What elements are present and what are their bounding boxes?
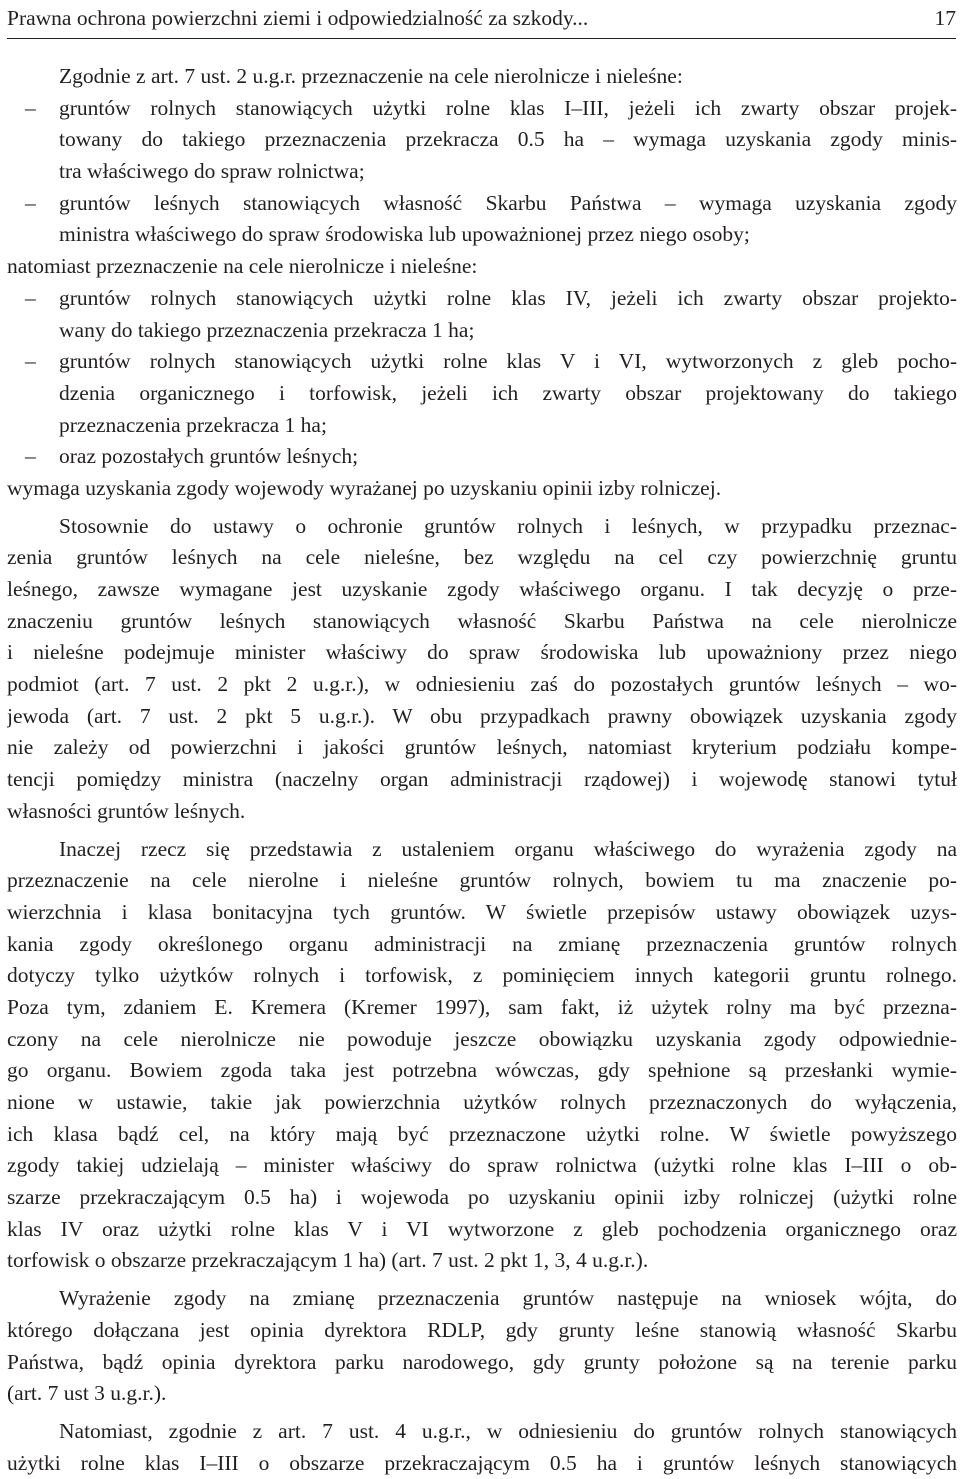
text-line: gruntów rolnych stanowiących użytki rolne klas IV, jeżeli ich zwarty obszar projekto- xyxy=(59,285,957,310)
text-line: Stosownie do ustawy o ochronie gruntów rolnych i leśnych, w przypadku przeznac- xyxy=(59,513,957,538)
text-line: własności gruntów leśnych. xyxy=(7,798,246,823)
dash-bullet: – xyxy=(25,444,36,469)
page-number: 17 xyxy=(934,6,956,30)
text-line: gruntów rolnych stanowiących użytki rolne klas V i VI, wytworzonych z gleb pocho- xyxy=(59,349,957,374)
dash-bullet: – xyxy=(25,285,36,310)
text-line: nie zależy od powierzchni i jakości gruntów leśnych, natomiast kryterium podziału kompe- xyxy=(7,735,957,760)
dash-bullet: – xyxy=(25,95,36,120)
conclusion-line: wymaga uzyskania zgody wojewody wyrażanej po uzyskaniu opinii izby rolniczej. xyxy=(7,475,722,500)
text-line: go organu. Bowiem zgoda taka jest potrzebna wówczas, gdy spełnione są przesłanki wymie- xyxy=(7,1058,957,1083)
text-line: ich klasa bądź cel, na który mają być przeznaczone użytki rolne. W świetle powyższego xyxy=(7,1121,957,1146)
text-line: dotyczy tylko użytków rolnych i torfowisk, z pominięciem innych kategorii gruntu rolnego. xyxy=(7,963,957,988)
list-item xyxy=(7,283,957,346)
text-line: leśnego, zawsze wymagane jest uzyskanie zgody właściwego organu. I tak decyzję o prze- xyxy=(7,577,957,601)
text-line: oraz pozostałych gruntów leśnych; xyxy=(59,444,359,469)
dash-bullet: – xyxy=(25,349,36,374)
text-line: wierzchnia i klasa bonitacyjna tych gruntów. W świetle przepisów ustawy obowiązek uzys- xyxy=(7,899,957,924)
text-line: kania zgody określonego organu administracji na zmianę przeznaczenia gruntów rolnych xyxy=(7,931,957,956)
dash-bullet: – xyxy=(25,190,36,215)
text-line: gruntów rolnych stanowiących użytki rolne klas I–III, jeżeli ich zwarty obszar projek- xyxy=(59,95,957,120)
text-line: torfowisk o obszarze przekraczającym 1 ha) (art. 7 ust. 2 pkt 1, 3, 4 u.g.r.). xyxy=(7,1248,649,1273)
text-line: czony na cele nierolnicze nie powoduje jeszcze obowiązku uzyskania zgody odpowiednie- xyxy=(7,1026,957,1051)
text-line: nione w ustawie, takie jak powierzchnia użytków rolnych przeznaczonych do wyłączenia, xyxy=(7,1090,957,1114)
list-agricultural-forest-approval xyxy=(7,93,957,251)
text-line: towany do takiego przeznaczenia przekracza 0.5 ha – wymaga uzyskania zgody minis- xyxy=(59,127,957,152)
text-line: zgody takiej udzielają – minister właściwy do spraw rolnictwa (użytki rolne klas I–III o ob- xyxy=(7,1153,957,1178)
running-title: Prawna ochrona powierzchni ziemi i odpowiedzialność za szkody... xyxy=(7,6,589,30)
text-line: Państwa, bądź opinia dyrektora parku narodowego, gdy grunty położone są na terenie parku xyxy=(7,1349,957,1374)
text-line: którego dołączana jest opinia dyrektora RDLP, gdy grunty leśne stanowią własność Skarbu xyxy=(7,1317,957,1342)
text-line: przeznaczenie na cele nierolne i nieleśne gruntów rolnych, bowiem tu ma znaczenie po- xyxy=(7,868,957,893)
text-line: przeznaczenia przekracza 1 ha; xyxy=(59,412,327,437)
mid-line: natomiast przeznaczenie na cele nierolnicze i nieleśne: xyxy=(7,254,478,279)
list-item xyxy=(7,441,957,473)
list-item xyxy=(7,188,957,251)
text-line: Natomiast, zgodnie z art. 7 ust. 4 u.g.r., w odniesieniu do gruntów rolnych stanowiących xyxy=(59,1418,957,1443)
list-item xyxy=(7,93,957,188)
text-line: wany do takiego przeznaczenia przekracza 1 ha; xyxy=(59,317,475,342)
text-line: Poza tym, zdaniem E. Kremera (Kremer 1997), sam fakt, iż użytek rolny ma być przezna- xyxy=(7,994,957,1019)
text-line: klas IV oraz użytki rolne klas V i VI wytworzone z gleb pochodzenia organicznego oraz xyxy=(7,1216,957,1241)
page-body xyxy=(7,61,957,1479)
paragraph xyxy=(7,1283,957,1410)
text-line: tencji pomiędzy ministra (naczelny organ administracji rządowej) i wojewodę stanowi tytuł xyxy=(7,767,957,792)
text-line: tra właściwego do spraw rolnictwa; xyxy=(59,159,365,184)
text-line: (art. 7 ust 3 u.g.r.). xyxy=(7,1381,167,1406)
list-voivode-approval xyxy=(7,283,957,473)
text-line: Wyrażenie zgody na zmianę przeznaczenia gruntów następuje na wniosek wójta, do xyxy=(59,1286,957,1311)
paragraph xyxy=(7,834,957,1278)
text-line: i nieleśne podejmuje minister właściwy do spraw środowiska lub upoważniony przez niego xyxy=(7,640,957,665)
text-line: gruntów leśnych stanowiących własność Skarbu Państwa – wymaga uzyskania zgody xyxy=(59,190,957,215)
paragraph xyxy=(7,511,957,828)
paragraph xyxy=(7,1416,957,1479)
text-line: podmiot (art. 7 ust. 2 pkt 2 u.g.r.), w odniesieniu zaś do pozostałych gruntów leśnych – wo- xyxy=(7,672,957,697)
running-header xyxy=(7,4,956,39)
text-line: znaczeniu gruntów leśnych stanowiących własność Skarbu Państwa na cele nierolnicze xyxy=(7,608,957,633)
text-line: użytki rolne klas I–III o obszarze przekraczającym 0.5 ha i gruntów leśnych stanowiących xyxy=(7,1450,957,1475)
text-line: ministra właściwego do spraw środowiska lub upoważnionej przez niego osoby; xyxy=(59,222,750,247)
text-line: jewoda (art. 7 ust. 2 pkt 5 u.g.r.). W obu przypadkach prawny obowiązek uzyskania zgody xyxy=(7,703,957,728)
intro-line: Zgodnie z art. 7 ust. 2 u.g.r. przeznaczenie na cele nierolnicze i nieleśne: xyxy=(59,64,683,88)
text-line: szarze przekraczającym 0.5 ha) i wojewoda po uzyskaniu opinii izby rolniczej (użytki rolne xyxy=(7,1185,957,1210)
list-item xyxy=(7,346,957,441)
text-line: zenia gruntów leśnych na cele nieleśne, bez względu na cel czy powierzchnię gruntu xyxy=(7,545,957,570)
text-line: dzenia organicznego i torfowisk, jeżeli ich zwarty obszar projektowany do takiego xyxy=(59,380,957,405)
text-line: Inaczej rzecz się przedstawia z ustaleniem organu właściwego do wyrażenia zgody na xyxy=(59,836,957,861)
